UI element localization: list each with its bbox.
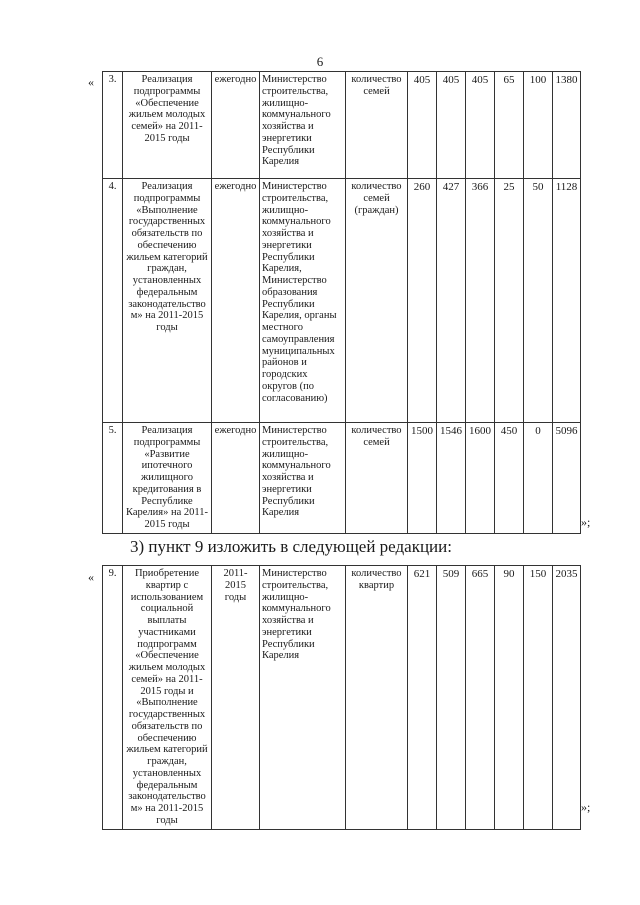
value-cell: 260 — [408, 179, 437, 423]
indicator: количество семей (граждан) — [346, 179, 408, 423]
period: ежегодно — [212, 423, 260, 534]
indicator: количество квартир — [346, 566, 408, 830]
value-cell: 100 — [524, 72, 553, 179]
program-table — [102, 71, 581, 534]
value-cell: 366 — [466, 179, 495, 423]
value-cell: 25 — [495, 179, 524, 423]
value-cell: 1500 — [408, 423, 437, 534]
executor: Министерство строительства, жилищно-коммунального хозяйства и энергетики Республики Карелия, Министерство образования Республики Карелия, органы местного самоуправления муниципальных районов и городских округов (по согласованию) — [260, 179, 346, 423]
row-number: 9. — [103, 566, 123, 830]
period: ежегодно — [212, 72, 260, 179]
value-cell: 450 — [495, 423, 524, 534]
period: 2011-2015 годы — [212, 566, 260, 830]
measure-name: Реализация подпрограммы «Выполнение государственных обязательств по обеспечению жильем категорий граждан, установленных федеральным законодательством» на 2011-2015 годы — [123, 179, 212, 423]
executor: Министерство строительства, жилищно-коммунального хозяйства и энергетики Республики Карелия — [260, 72, 346, 179]
value-cell: 0 — [524, 423, 553, 534]
value-cell: 427 — [437, 179, 466, 423]
table-row — [103, 566, 581, 830]
value-cell: 405 — [437, 72, 466, 179]
value-cell: 621 — [408, 566, 437, 830]
period: ежегодно — [212, 179, 260, 423]
measure-name: Реализация подпрограммы «Обеспечение жильем молодых семей» на 2011-2015 годы — [123, 72, 212, 179]
value-cell: 405 — [408, 72, 437, 179]
value-cell: 150 — [524, 566, 553, 830]
value-cell: 50 — [524, 179, 553, 423]
table-row — [103, 179, 581, 423]
executor: Министерство строительства, жилищно-коммунального хозяйства и энергетики Республики Карелия — [260, 423, 346, 534]
close-mark-2: »; — [581, 800, 591, 814]
amendment-heading: 3) пункт 9 изложить в следующей редакции: — [130, 537, 452, 556]
open-quote-1: « — [88, 75, 94, 89]
item-9-table — [102, 565, 581, 830]
value-cell: 90 — [495, 566, 524, 830]
measure-name: Приобретение квартир с использованием социальной выплаты участниками подпрограмм «Обеспечение жильем молодых семей» на 2011-2015 годы и «Выполнение государственных обязательств по обеспечению жильем категорий граждан, установленных федеральным законодательством» на 2011-2015 годы — [123, 566, 212, 830]
row-number: 3. — [103, 72, 123, 179]
executor: Министерство строительства, жилищно-коммунального хозяйства и энергетики Республики Карелия — [260, 566, 346, 830]
indicator: количество семей — [346, 423, 408, 534]
value-cell: 665 — [466, 566, 495, 830]
open-quote-2: « — [88, 570, 94, 584]
table-row — [103, 72, 581, 179]
value-cell: 509 — [437, 566, 466, 830]
value-cell: 65 — [495, 72, 524, 179]
table-row — [103, 423, 581, 534]
close-mark-1: »; — [581, 515, 591, 529]
row-number: 5. — [103, 423, 123, 534]
value-cell: 1546 — [437, 423, 466, 534]
total-cell: 1380 — [553, 72, 581, 179]
measure-name: Реализация подпрограммы «Развитие ипотечного жилищного кредитования в Республике Карелия» на 2011-2015 годы — [123, 423, 212, 534]
total-cell: 5096 — [553, 423, 581, 534]
value-cell: 1600 — [466, 423, 495, 534]
page-number: 6 — [316, 54, 324, 69]
total-cell: 2035 — [553, 566, 581, 830]
value-cell: 405 — [466, 72, 495, 179]
indicator: количество семей — [346, 72, 408, 179]
total-cell: 1128 — [553, 179, 581, 423]
row-number: 4. — [103, 179, 123, 423]
